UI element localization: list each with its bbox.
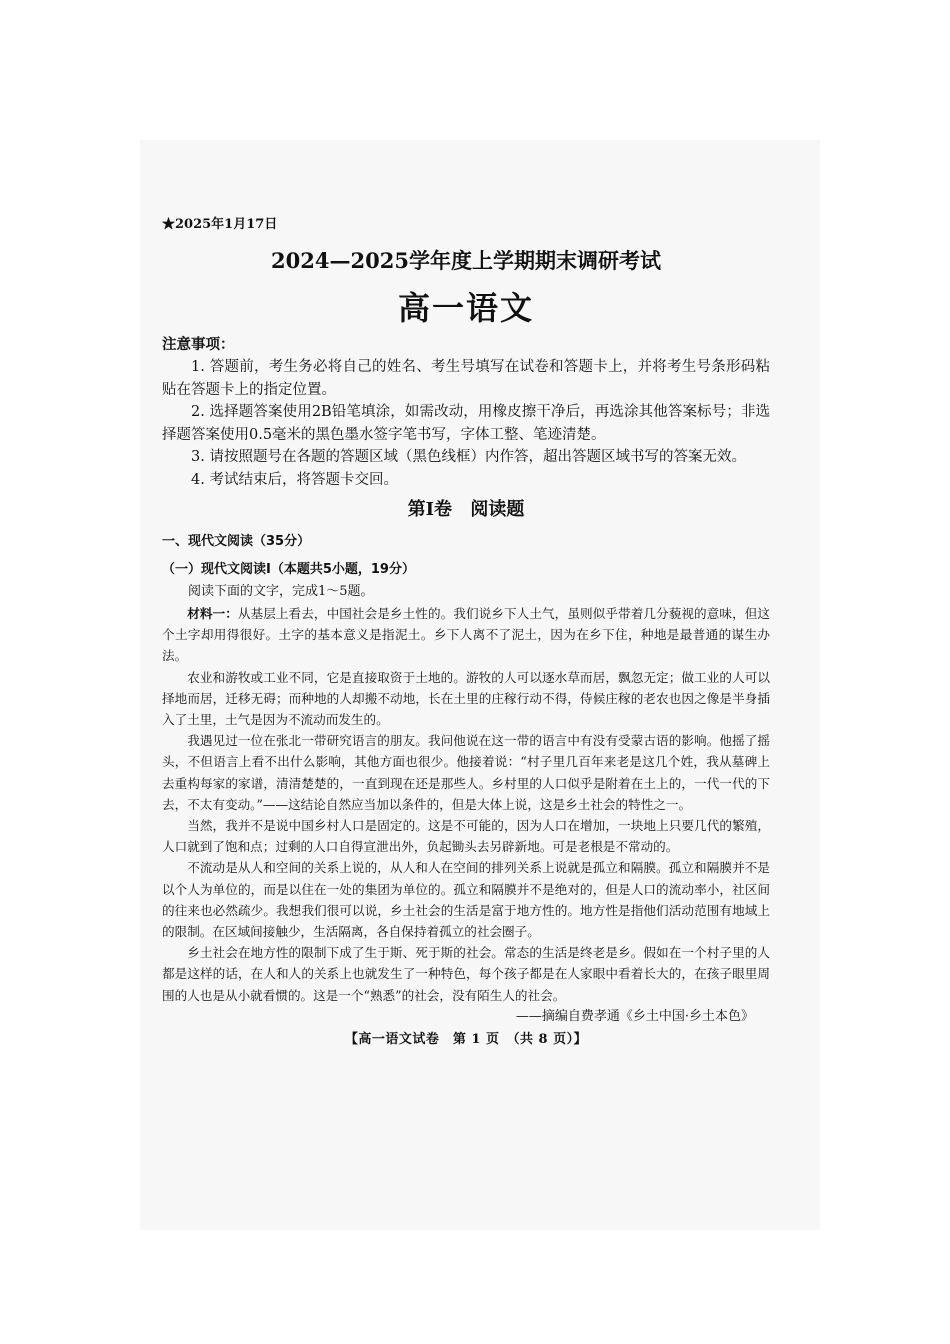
material-paragraph-5: 不流动是从人和空间的关系上说的，从人和人在空间的排列关系上说就是孤立和隔膜。孤立和隔膜并不是以个人为单位的，而是以住在一处的集团为单位的。孤立和隔膜并不是绝对的，但是人口的流动率小，社区间的往来也必然疏少。我想我们很可以说，乡土社会的生活是富于地方性的。地方性是指他们活动范围有地域上的限制。在区域间接触少，生活隔离，各自保持着孤立的社会圈子。 (162, 860, 770, 940)
notice-item-3: 3. 请按照题号在各题的答题区域（黑色线框）内作答，超出答题区域书写的答案无效。 (191, 449, 746, 465)
exam-title: 2024—2025学年度上学期期末调研考试 (271, 248, 661, 273)
material-paragraph-1 (162, 603, 770, 667)
part-heading: 一、现代文阅读（35分） (162, 534, 311, 549)
section-name: 阅读题 (470, 499, 525, 520)
sub-heading: （一）现代文阅读Ⅰ（本题共5小题，19分） (162, 562, 415, 577)
paragraph-text-1: 从基层上看去，中国社会是乡土性的。我们说乡下人土气，虽则似乎带着几分藐视的意味，但这个土字却用得很好。土字的基本意义是指泥土。乡下人离不了泥土，因为在乡下住，种地是最普通的谋生办法。 (162, 606, 771, 664)
material-source: ——摘编自费孝通《乡土中国·乡土本色》 (515, 1008, 754, 1024)
page-content (162, 212, 770, 1052)
material-label: 材料一： (187, 606, 238, 621)
notice-item-2: 2. 选择题答案使用2B铅笔填涂，如需改动，用橡皮擦干净后，再选涂其他答案标号；非选择题答案使用0.5毫米的黑色墨水签字笔书写，字体工整、笔迹清楚。 (162, 404, 770, 443)
subject-title: 高一语文 (397, 289, 534, 327)
notice-item-1: 1. 答题前，考生务必将自己的姓名、考生号填写在试卷和答题卡上，并将考生号条形码粘贴在答题卡上的指定位置。 (162, 359, 770, 398)
notice-item-4: 4. 考试结束后，将答题卡交回。 (191, 471, 398, 488)
material-paragraph-6: 乡土社会在地方性的限制下成了生于斯、死于斯的社会。常态的生活是终老是乡。假如在一个村子里的人都是这样的话，在人和人的关系上也就发生了一种特色，每个孩子都是在人家眼中看着长大的，在孩子眼里周围的人也是从小就看惯的。这是一个“熟悉”的社会，没有陌生人的社会。 (162, 945, 770, 1003)
exam-date: ★2025年1月17日 (162, 217, 278, 232)
notice-heading: 注意事项： (162, 337, 235, 353)
reading-instruction: 阅读下面的文字，完成1～5题。 (188, 584, 374, 599)
material-paragraph-2: 农业和游牧或工业不同，它是直接取资于土地的。游牧的人可以逐水草而居，飘忽无定；做工业的人可以择地而居，迁移无碍；而种地的人却搬不动地，长在土里的庄稼行动不得，侍候庄稼的老农也因之像是半身插入了土里，土气是因为不流动而发生的。 (162, 669, 770, 728)
section-volume: 第Ⅰ卷 (407, 499, 453, 520)
page-footer: 【高一语文试卷 第 1 页 （共 8 页）】 (344, 1031, 588, 1047)
material-paragraph-3: 我遇见过一位在张北一带研究语言的朋友。我问他说在这一带的语言中有没有受蒙古语的影响。他摇了摇头，不但语言上看不出什么影响，其他方面也很少。他接着说：“村子里几百年来老是这几个姓，我从墓碑上去重构每家的家谱，清清楚楚的，一直到现在还是那些人。乡村里的人口似乎是附着在土上的，一代一代的下去，不太有变动。”——这结论自然应当加以条件的，但是大体上说，这是乡土社会的特性之一。 (162, 733, 770, 812)
section-title (162, 495, 770, 525)
material-paragraph-4: 当然，我并不是说中国乡村人口是固定的。这是不可能的，因为人口在增加，一块地上只要几代的繁殖，人口就到了饱和点；过剩的人口自得宣泄出外，负起锄头去另辟新地。可是老根是不常动的。 (162, 818, 770, 855)
